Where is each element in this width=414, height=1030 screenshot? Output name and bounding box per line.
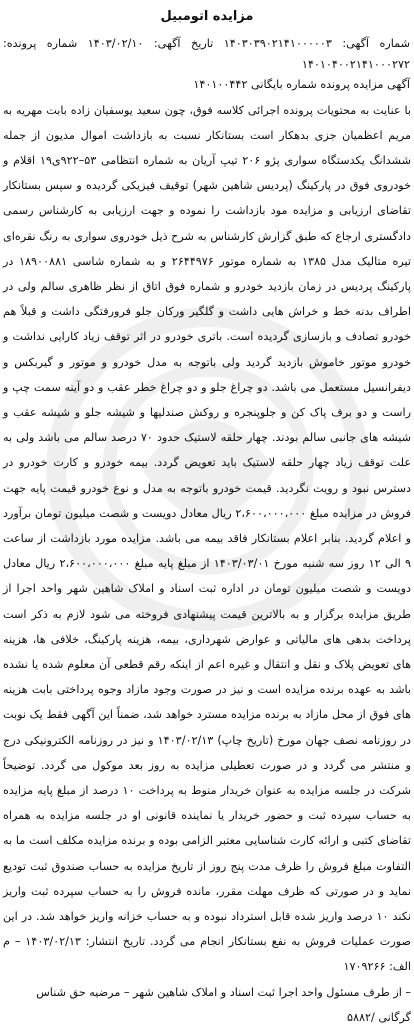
notice-number-label: شماره آگهی:	[342, 37, 411, 50]
notice-date: ۱۴۰۳/۰۲/۱۰	[87, 37, 144, 50]
case-number: ۱۴۰۱۰۴۰۰۲۱۴۱۰۰۰۲۷۲	[301, 57, 410, 71]
footer-code: گرگانی /۵۸۸۲	[346, 1010, 411, 1024]
archive-line: آگهی مزایده پرونده شماره بایگانی ۱۴۰۱۰۰۴۴۲	[193, 78, 410, 91]
notice-header	[3, 34, 411, 96]
notice-title: مزایده اتومبیل	[160, 9, 254, 24]
notice-number: ۱۴۰۳۰۳۹۰۲۱۴۱۰۰۰۰۰۳	[223, 37, 332, 50]
signature-line: – از طرف مسئول واحد اجرا ثبت اسناد و املاک شاهین شهر – مرضیه حق شناس	[36, 985, 411, 999]
case-number-label: شماره پرونده:	[3, 37, 78, 50]
notice-date-label: تاریخ آگهی:	[153, 37, 214, 50]
notice-body: با عنایت به محتویات پرونده اجرائی کلاسه فوق، چون سعید یوسفیان زاده بابت مهریه به مریم اعظمیان جزی بدهکار است بستانکار نسبت به بازداشت اموال مدیون از جمله ششدانگ یکدستگاه سواری پژو ۲۰۶ تیپ آریان به شماره انتظامی ۵۳–۹۲۲ی۱۹ اقلام و خودروی فوق در پارکینگ (پردیس شاهین شهر) توقیف فیزیکی گردیده و سپس بستانکار تقاضای ارزیابی و مزایده مود بازداشت را نموده و جهت ارزیابی به کارشناس رسمی دادگستری ارجاع که طبق گزارش کارشناس به شرح ذیل خودروی سواری به رنگ نقره‌ای تیره متالیک مدل ۱۳۸۵ به شماره موتور ۲۶۴۴۹۷۶ و به شماره شاسی ۱۸۹۰۰۸۸۱ در پارکینگ پردیس در زمان بازدید خودرو و شماره فوق اتاق از نظر ظاهری سالم ولی در اطراف بدنه خط و خراش هایی داشت و گلگیر ورکان جلو فرورفتگی داشت و قبلاً هم خودرو تصادف و بازسازی گردیده است. باتری خودرو در اثر توقف زیاد کارایی نداشت و خودرو موتور خاموش بازدید گردید ولی باتوجه به مدل خودرو و موتور و گیربکس و دیفرانسیل مستعمل می باشد. دو چراغ جلو و دو چراغ خطر عقب و دو آینه سمت چپ و راست و دو برف پاک کن و جلوپنجره و روکش صندلیها و شیشه جلو و شیشه عقب و شیشه های جانبی سالم بودند. چهار حلقه لاستیک حدود ۷۰ درصد سالم می باشد ولی به علت توقف زیاد چهار حلقه لاستیک باید تعویض گردد. بیمه خودرو و کارت خودرو در دسترس نبود و رویت نگردید. قیمت خودرو باتوجه به مدل و نوع خودرو قیمت پایه جهت فروش در مزایده مبلغ ۲،۶۰۰،۰۰۰،۰۰۰ ریال معادل دویست و شصت میلیون تومان برآورد و اعلام گردید. بنابر اعلام بستانکار فاقد بیمه می باشد. مزایده مورد بازداشت از ساعت ۹ الی ۱۲ روز سه شنبه مورخ ۱۴۰۳/۰۳/۰۱ از مبلغ پایه مبلغ ۲،۶۰۰،۰۰۰،۰۰۰ ریال معادل دویست و شصت میلیون تومان در اداره ثبت اسناد و املاک شاهین شهر واحد اجرا از طریق مزایده برگزار و به بالاترین قیمت پیشنهادی فروخته می شود لازم به ذکر است پرداخت بدهی های مالیاتی و عوارض شهرداری، بیمه، هزینه پارکینگ، خلافی ها، هزینه های تعویض پلاک و نقل و انتقال و غیره اعم از اینکه رقم قطعی آن معلوم شده یا نشده باشد به عهده برنده مزایده است و نیز در صورت وجود مازاد وجوه پرداختی بابت هزینه های فوق از محل مازاد به برنده مزایده مسترد خواهد شد، ضمناً این آگهی فقط یک نوبت در روزنامه نصف جهان مورخ (تاریخ چاپ) ۱۴۰۳/۰۲/۱۳ و نیز در روزنامه الکترونیکی درج و منتشر می گردد و در صورت تعطیلی مزایده به روز بعد موکول می گردد. توضیحاً شرکت در جلسه مزایده به عنوان خریدار منوط به پرداخت ۱۰ درصد از مبلغ پایه مزایده به حساب سپرده ثبت و حضور خریدار یا نماینده قانونی او در جلسه مزایده به همراه تقاضای کتبی و ارائه کارت شناسایی معتبر الزامی بوده و برنده مزایده مکلف است ما به التفاوت مبلغ فروش را ظرف مدت پنج روز از تاریخ مزایده به حساب صندوق ثبت تودیع نماید و در صورتی که ظرف مهلت مقرر، مانده فروش را به حساب سپرده ثبت واریز نکند ۱۰ درصد واریز شده قابل استرداد نبوده و به حساب خزانه واریز خواهد شد. در این صورت عملیات فروش به نفع بستانکار انجام می گردد. تاریخ انتشار: ۱۴۰۳/۰۲/۱۳ – م الف: ۱۷۰۹۲۶۶	[3, 103, 412, 974]
notice-meta-line	[3, 34, 410, 75]
auction-notice-page	[3, 4, 412, 1024]
